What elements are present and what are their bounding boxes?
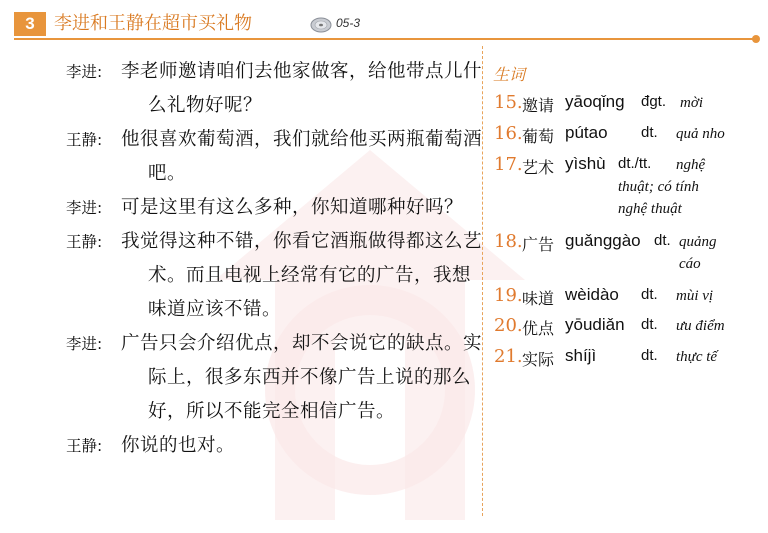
- speaker-name: 王静:: [66, 131, 103, 149]
- vocab-number: 15.: [494, 92, 523, 113]
- lesson-title: 李进和王静在超市买礼物: [54, 13, 252, 34]
- vocab-pos: dt.: [641, 124, 658, 141]
- vocab-pos: dt./tt.: [618, 155, 652, 172]
- dialogue-line: 你说的也对。: [121, 435, 236, 456]
- vocab-pinyin: guǎnggào: [565, 231, 641, 250]
- dialogue-line: 他很喜欢葡萄酒，我们就给他买两瓶葡萄酒吧。: [121, 129, 483, 184]
- vocab-number: 18.: [494, 231, 523, 252]
- dialogue-line: 我觉得这种不错，你看它酒瓶做得都这么艺术。而且电视上经常有它的广告，我想味道应该不错。: [121, 231, 483, 320]
- vocab-word: 艺术: [522, 158, 555, 177]
- vocabulary-title: 生词: [493, 65, 526, 84]
- dialogue-turn: [0, 123, 483, 191]
- vocab-pinyin: pútao: [565, 123, 608, 142]
- vocab-meaning: nghệ: [676, 157, 706, 173]
- vocab-meaning: nghệ thuật: [618, 201, 682, 217]
- vocab-pos: dt.: [641, 316, 658, 333]
- vocab-word: 味道: [522, 289, 555, 308]
- lesson-number: 3: [14, 12, 46, 36]
- dialogue-turn: [0, 225, 483, 327]
- dialogue-line: 李老师邀请咱们去他家做客，给他带点儿什么礼物好呢？: [121, 61, 483, 116]
- vocab-pinyin: yōudiǎn: [565, 315, 625, 334]
- vocab-meaning: mời: [680, 95, 704, 111]
- vocab-meaning: thuật; có tính: [618, 179, 699, 195]
- vocab-pinyin: shíjì: [565, 346, 597, 365]
- vocab-pos: dt.: [641, 347, 658, 364]
- vocab-number: 20.: [494, 315, 523, 336]
- vocab-pinyin: wèidào: [565, 285, 619, 304]
- vocab-meaning: ưu điểm: [676, 318, 725, 334]
- vocab-pinyin: yìshù: [565, 154, 606, 173]
- speaker-name: 王静:: [66, 233, 103, 251]
- vocab-word: 广告: [522, 235, 555, 254]
- audio-cd-icon[interactable]: [310, 13, 332, 35]
- speaker-name: 李进:: [66, 199, 103, 217]
- lesson-header: [14, 10, 760, 40]
- audio-track-number: 05-3: [336, 16, 361, 30]
- dialogue-turn: [0, 191, 480, 225]
- vocab-meaning: quảng: [679, 234, 717, 250]
- dialogue: [0, 55, 483, 463]
- vocab-meaning: thực tế: [676, 349, 718, 365]
- speaker-name: 李进:: [66, 63, 103, 81]
- vocab-pos: dt.: [654, 232, 671, 249]
- dialogue-line: 可是这里有这么多种，你知道哪种好吗？: [121, 197, 464, 218]
- vocab-pos: dt.: [641, 286, 658, 303]
- vocab-pinyin: yāoqǐng: [565, 92, 625, 111]
- vocab-meaning: cáo: [679, 256, 701, 272]
- vocab-word: 优点: [522, 319, 555, 338]
- dialogue-turn: [0, 429, 480, 463]
- speaker-name: 王静:: [66, 437, 103, 455]
- column-divider: [482, 46, 483, 516]
- vocab-number: 19.: [494, 285, 523, 306]
- vocab-word: 实际: [522, 350, 555, 369]
- speaker-name: 李进:: [66, 335, 103, 353]
- dialogue-turn: [0, 327, 483, 429]
- dialogue-line: 广告只会介绍优点，却不会说它的缺点。实际上，很多东西并不像广告上说的那么好，所以不能完全相信广告。: [121, 333, 483, 422]
- vocab-number: 21.: [494, 346, 523, 367]
- vocab-meaning: quả nho: [676, 126, 725, 142]
- vocab-number: 16.: [494, 123, 523, 144]
- vocab-word: 葡萄: [522, 127, 555, 146]
- vocab-meaning: mùi vị: [676, 288, 714, 304]
- vocab-pos: đgt.: [641, 93, 667, 110]
- vocab-word: 邀请: [522, 96, 555, 115]
- header-rule: [14, 38, 754, 40]
- dialogue-turn: [0, 55, 483, 123]
- vocab-number: 17.: [494, 154, 523, 175]
